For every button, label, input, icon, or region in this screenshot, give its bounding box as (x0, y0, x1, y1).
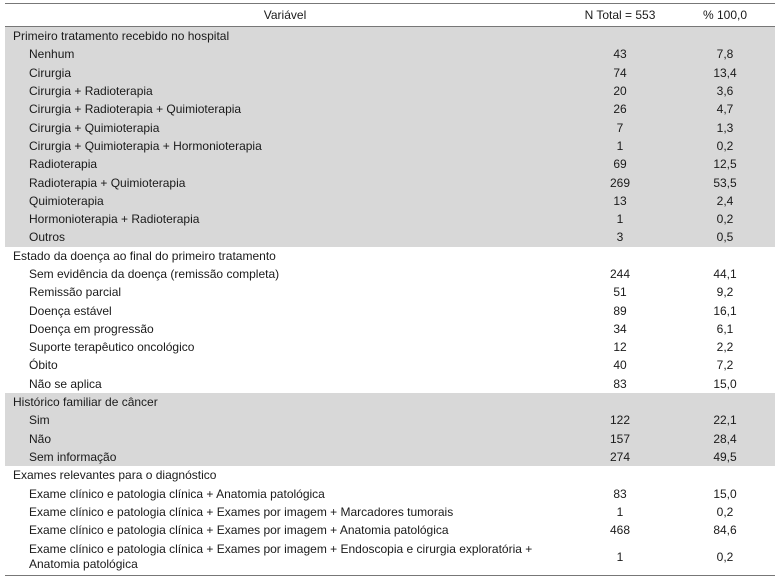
row-percent: 12,5 (713, 157, 737, 172)
row-label: Não se aplica (29, 376, 102, 391)
row-label: Sem evidência da doença (remissão completa) (29, 267, 280, 281)
row-percent: 0,2 (716, 212, 734, 227)
table-row (5, 430, 775, 448)
row-n: 83 (613, 486, 627, 501)
row-n: 7 (616, 120, 624, 135)
table-row (5, 118, 775, 136)
row-n: 12 (613, 340, 627, 355)
row-n: 1 (616, 138, 624, 153)
row-label: Radioterapia + Quimioterapia (29, 175, 186, 190)
section-row (5, 466, 775, 484)
table-row (5, 411, 775, 429)
row-n: 157 (609, 431, 631, 446)
row-percent: 6,1 (716, 321, 734, 336)
table-row (5, 137, 775, 155)
table-row (5, 301, 775, 319)
row-percent: 7,8 (716, 47, 734, 62)
row-percent: 0,2 (716, 504, 734, 519)
row-label: Exame clínico e patologia clínica + Exames por imagem + Endoscopia e cirurgia exploratória + Anatomia patológica (29, 542, 533, 572)
row-n: 34 (613, 321, 627, 336)
row-n: 51 (613, 285, 627, 300)
row-n: 26 (613, 102, 627, 117)
row-label: Sim (29, 413, 50, 428)
header-percent: % 100,0 (702, 8, 748, 22)
data-table (5, 3, 775, 576)
row-n: 40 (613, 358, 627, 373)
row-label: Remissão parcial (29, 285, 122, 300)
table-row (5, 375, 775, 393)
section-title: Estado da doença ao final do primeiro tratamento (13, 248, 276, 263)
section-title: Primeiro tratamento recebido no hospital (13, 29, 230, 44)
header-variable: Variável (263, 8, 307, 22)
table-row (5, 283, 775, 301)
row-label: Óbito (29, 358, 58, 373)
row-percent: 16,1 (713, 303, 737, 318)
row-percent: 0,2 (716, 550, 734, 565)
row-label: Cirurgia + Radioterapia + Quimioterapia (29, 102, 242, 117)
row-label: Doença estável (29, 303, 112, 318)
row-label: Cirurgia + Radioterapia (29, 84, 153, 99)
row-n: 74 (613, 65, 627, 80)
table-row (5, 192, 775, 210)
row-n: 1 (616, 212, 624, 227)
row-n: 1 (616, 504, 624, 519)
table-row (5, 521, 775, 539)
row-percent: 1,3 (716, 120, 734, 135)
row-percent: 7,2 (716, 358, 734, 373)
row-n: 269 (609, 175, 631, 190)
section-row (5, 27, 775, 45)
row-label: Cirurgia + Quimioterapia + Hormonioterapia (29, 138, 262, 153)
section-title: Histórico familiar de câncer (13, 395, 158, 410)
row-label: Cirurgia + Quimioterapia (29, 120, 160, 135)
row-percent: 4,7 (716, 102, 734, 117)
row-percent: 22,1 (713, 413, 737, 428)
row-label: Exame clínico e patologia clínica + Exames por imagem + Marcadores tumorais (29, 504, 454, 519)
row-n: 13 (613, 193, 627, 208)
table-row (5, 100, 775, 118)
table-row (5, 484, 775, 502)
row-percent: 53,5 (713, 175, 737, 190)
table-row (5, 45, 775, 63)
row-label: Exame clínico e patologia clínica + Exames por imagem + Anatomia patológica (29, 523, 449, 538)
table-row (5, 448, 775, 466)
row-percent: 15,0 (713, 486, 737, 501)
row-percent: 15,0 (713, 376, 737, 391)
row-percent: 9,2 (716, 285, 734, 300)
row-label: Hormonioterapia + Radioterapia (29, 212, 200, 227)
row-label: Outros (29, 230, 66, 245)
row-percent: 2,2 (716, 340, 734, 355)
table-header (5, 4, 775, 27)
row-percent: 28,4 (713, 431, 737, 446)
row-label: Nenhum (29, 47, 75, 62)
row-percent: 0,5 (716, 230, 734, 245)
row-label: Suporte terapêutico oncológico (29, 340, 195, 355)
row-label: Quimioterapia (29, 193, 104, 208)
table-row (5, 356, 775, 374)
section-title: Exames relevantes para o diagnóstico (13, 468, 217, 483)
row-n: 20 (613, 84, 627, 99)
table-row (5, 338, 775, 356)
section-row (5, 247, 775, 265)
table-body (5, 27, 775, 575)
row-label: Cirurgia (29, 65, 72, 80)
table-row (5, 82, 775, 100)
row-n: 1 (616, 550, 624, 565)
section-row (5, 393, 775, 411)
table-row (5, 64, 775, 82)
row-n: 43 (613, 47, 627, 62)
row-percent: 84,6 (713, 523, 737, 538)
row-percent: 0,2 (716, 138, 734, 153)
table-row (5, 539, 775, 575)
row-percent: 3,6 (716, 84, 734, 99)
table-row (5, 155, 775, 173)
row-percent: 49,5 (713, 449, 737, 464)
row-n: 122 (609, 413, 631, 428)
row-n: 244 (609, 267, 631, 281)
table-row (5, 210, 775, 228)
table-row (5, 503, 775, 521)
row-n: 89 (613, 303, 627, 318)
row-n: 468 (609, 523, 631, 538)
table-row (5, 173, 775, 191)
row-label: Radioterapia (29, 157, 98, 172)
table-row (5, 320, 775, 338)
table-row (5, 228, 775, 246)
row-percent: 13,4 (713, 65, 737, 80)
table-row (5, 265, 775, 283)
row-n: 274 (609, 449, 631, 464)
row-label: Doença em progressão (29, 321, 154, 336)
row-n: 69 (613, 157, 627, 172)
row-label: Sem informação (29, 449, 117, 464)
row-n: 3 (616, 230, 624, 245)
row-label: Não (29, 431, 52, 446)
row-n: 83 (613, 376, 627, 391)
row-percent: 44,1 (713, 267, 737, 281)
row-percent: 2,4 (716, 193, 734, 208)
header-n-total: N Total = 553 (584, 8, 656, 22)
row-label: Exame clínico e patologia clínica + Anatomia patológica (29, 486, 325, 501)
